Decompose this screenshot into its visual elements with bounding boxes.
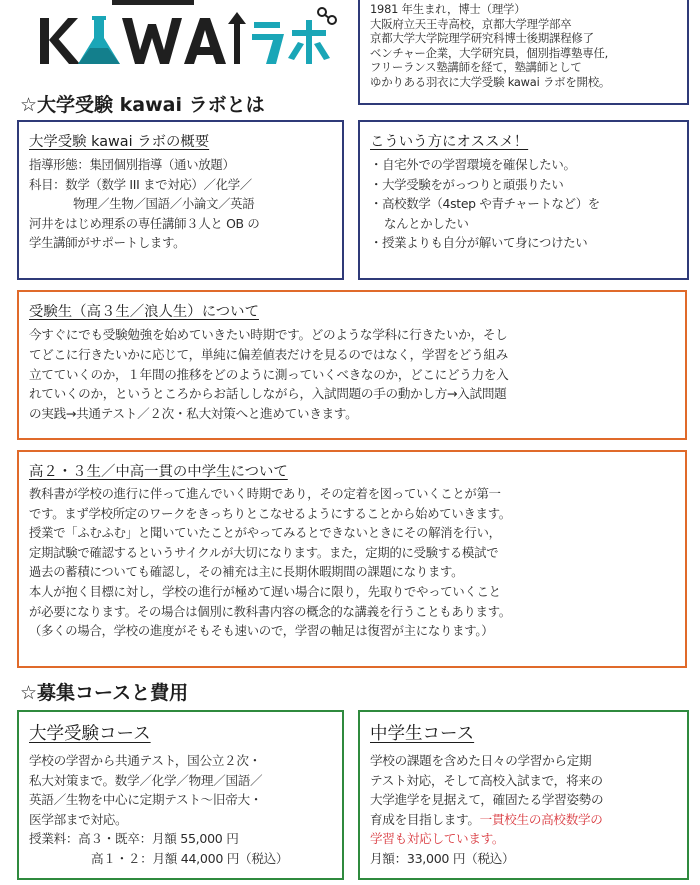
overview-line: 物理／生物／国語／小論文／英語 [73, 196, 255, 211]
junior-line: 定期試験で確認するというサイクルが大切になります。また，定期的に受験する模試で [29, 545, 499, 560]
junior-line: が必要になります。その場合は個別に教科書内容の概念的な講義を行うこともあります。 [29, 604, 511, 619]
profile-line: 京都大学大学院理学研究科博士後期課程修了 [370, 31, 594, 46]
profile-line: 大阪府立天王寺高校，京都大学理学部卒 [370, 16, 572, 31]
course-fee: 高１・２：月額 44,000 円（税込） [91, 850, 289, 866]
course-line: 英語／生物を中心に定期テスト〜旧帝大・ [29, 792, 263, 807]
junior-high-course-box [358, 710, 689, 880]
recommend-list [370, 155, 677, 253]
overview-line: 河井をはじめ理系の専任講師３人と OB の [29, 215, 260, 231]
profile-line: ベンチャー企業，大学研究員，個別指導塾専任, [370, 45, 609, 60]
course-line-plain: 育成を目指します。 [370, 811, 480, 827]
profile-box [358, 0, 689, 105]
junior-student-box [17, 450, 687, 668]
profile-line: ゆかりある羽衣に大学受験 kawai ラボを開校。 [370, 74, 611, 89]
logo [40, 0, 340, 78]
course-fee: 授業料：高３・既卒：月額 55,000 円 [29, 831, 239, 846]
senior-line: てどこに行きたいかに応じて，単純に偏差値表だけを見るのではなく，学習をどう組み [29, 346, 508, 362]
junior-line: （多くの場合，学校の進度がそもそも速いので，学習の軸足は復習が主になります。） [29, 624, 494, 639]
course-line: 大学進学を見据えて，確固たる学習姿勢の [370, 792, 604, 807]
overview-line: 科目：数学（数学 III まで対応）／化学／ [29, 176, 252, 192]
profile-line: 1981 年生まれ，博士（理学） [370, 2, 526, 16]
profile-line: フリーランス塾講師を経て，塾講師として [370, 60, 582, 75]
list-item: ・授業よりも自分が解いて身につけたい [370, 235, 588, 250]
section-title-courses: ☆募集コースと費用 [20, 682, 189, 704]
junior-line: 授業で「ふむふむ」と聞いていたことがやってみるとできないときにその解消を行い， [29, 526, 501, 541]
course-line: 私大対策まで。数学／化学／物理／国語／ [29, 772, 263, 788]
junior-line: 本人が抱く目標に対し，学校の進行が極めて遅い場合に限り，先取りでやっていくこと [29, 584, 501, 599]
university-course-title: 大学受験コース [29, 724, 151, 744]
overview-line: 指導形態：集団個別指導（通い放題） [29, 157, 235, 172]
university-course-box [17, 710, 344, 880]
senior-line: の実践→共通テスト／２次・私大対策へと進めていきます。 [29, 406, 358, 422]
section-title-about: ☆大学受験 kawai ラボとは [20, 94, 265, 116]
course-line: テスト対応，そして高校入試まで，将来の [370, 772, 603, 788]
course-fee: 月額：33,000 円（税込） [370, 850, 515, 866]
junior-line: 過去の蓄積についても確認し，その補充は主に長期休暇期間の課題になります。 [29, 565, 464, 580]
list-item: ・自宅外での学習環境を確保したい。 [370, 157, 576, 172]
recommend-title: こういう方にオススメ！ [370, 134, 529, 150]
highlight-text: 一貫校生の高校数学の [479, 811, 603, 827]
highlight-text: 学習も対応しています。 [370, 831, 505, 846]
junior-title: 高２・３生／中高一貫の中学生について [29, 464, 288, 480]
senior-student-box [17, 290, 687, 440]
junior-line: 教科書が学校の進行に伴って進んでいく時期であり，その定着を図っていくことが第一 [29, 487, 501, 501]
senior-line: れていくのか，というところからお話ししながら，入試問題の手の動かし方→入試問題 [29, 386, 507, 402]
junior-line: です。まず学校所定のワークをきっちりとこなせるようにすることから始めていきます。 [29, 506, 511, 521]
overview-line: 学生講師がサポートします。 [29, 235, 186, 250]
senior-line: 今すぐにでも受験勉強を始めていきたい時期です。どのような学科に行きたいか，そし [29, 327, 508, 342]
course-line [370, 810, 677, 830]
list-item: ・大学受験をがっつりと頑張りたい [370, 176, 564, 192]
recommend-box [358, 120, 689, 280]
overview-title: 大学受験 kawai ラボの概要 [29, 134, 210, 150]
course-line: 学校の学習から共通テスト，国公立２次・ [29, 753, 261, 768]
junior-high-course-title: 中学生コース [370, 724, 475, 744]
senior-line: 立てていくのか，１年間の推移をどのように測っていくべきなのか，どこにどう力を入 [29, 366, 509, 382]
kawai-lab-logo-mark [40, 0, 340, 78]
course-line: 医学部まで対応。 [29, 811, 128, 827]
list-item: ・高校数学（4step や青チャートなど）を [370, 196, 600, 211]
overview-box [17, 120, 344, 280]
course-line: 学校の課題を含めた日々の学習から定期 [370, 753, 592, 768]
senior-title: 受験生（高３生／浪人生）について [29, 304, 259, 320]
list-item: なんとかしたい [384, 215, 469, 231]
